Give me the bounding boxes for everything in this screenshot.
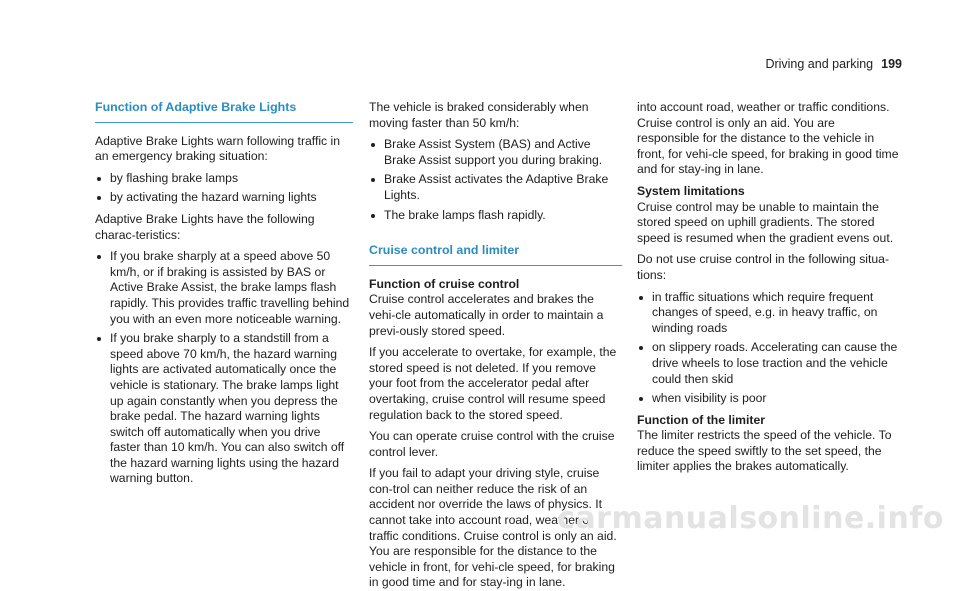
subheading-function-limiter: Function of the limiter [637,412,765,427]
section-title-cruise-control: Cruise control and limiter [369,243,622,266]
section-name: Driving and parking [765,57,874,71]
list-item: by activating the hazard warning lights [95,190,353,206]
bullet-list [637,290,899,407]
paragraph: Adaptive Brake Lights have the following charac-teristics: [95,211,315,242]
list-item: If you brake sharply at a speed above 50 km/h, or if braking is assisted by BAS or Active Brake Assist, the brake lamps flash rapidly. This provides traffic travelling behind you with an even more noticeable warning. [95,249,353,327]
paragraph: Cruise control may be unable to maintain the stored speed on uphill gradients. The stored speed is resumed when the gradient evens out. [637,199,894,245]
list-item: If you brake sharply to a standstill from a speed above 70 km/h, the hazard warning lights are activated automatically once the vehicle is stationary. The brake lamps light up again constantly when you depress the brake pedal. The hazard warning lights switch off automatically when you drive faster than 10 km/h. You can also switch off the hazard warning lights using the hazard warning button. [95,331,353,487]
watermark: carmanualsonline.info [557,501,944,537]
bullet-list [95,171,353,206]
page-number: 199 [881,57,902,71]
paragraph: The limiter restricts the speed of the vehicle. To reduce the speed swiftly to the set speed, the limiter applies the brakes automatically. [637,428,892,474]
column-2 [369,100,622,590]
paragraph-continued: into account road, weather or traffic conditions. Cruise control is only an aid. You are responsible for the distance to the vehicle in front, for vehi-cle speed, for braking in good time and for stay-ing in lane. [637,100,899,177]
paragraph: Cruise control accelerates and brakes the vehi-cle automatically in order to maintain a previ-ously stored speed. [369,292,604,338]
paragraph: If you accelerate to overtake, for example, the stored speed is not deleted. If you remove your foot from the accelerator pedal after overtaking, cruise control will resume speed regulation back to the stored speed. [369,345,617,422]
section-title-adaptive-brake-lights: Function of Adaptive Brake Lights [95,100,353,123]
list-item: Brake Assist activates the Adaptive Brake Lights. [369,172,622,203]
list-item: on slippery roads. Accelerating can cause the drive wheels to lose traction and the vehicle could then skid [637,340,899,387]
list-item: The brake lamps flash rapidly. [369,208,622,224]
list-item: by flashing brake lamps [95,171,353,187]
list-item: in traffic situations which require frequent changes of speed, e.g. in heavy traffic, on winding roads [637,290,899,337]
paragraph: Do not use cruise control in the following situa-tions: [637,252,890,282]
list-item: Brake Assist System (BAS) and Active Brake Assist support you during braking. [369,137,622,168]
bullet-list [369,137,622,223]
list-item: when visibility is poor [637,391,899,407]
paragraph: If you fail to adapt your driving style, cruise con-trol can neither reduce the risk of an accident nor override the laws of physics. It cannot take into account road, weather or traffic conditions. Cruise control is only an aid. You are responsible for the distance to the vehicle in front, for vehi-cle speed, for braking in good time and for stay-ing in lane. [369,466,617,590]
paragraph: You can operate cruise control with the cruise control lever. [369,429,615,459]
subheading-system-limitations: System limitations [637,183,745,198]
page-header [765,57,902,73]
paragraph: Adaptive Brake Lights warn following traffic in an emergency braking situation: [95,133,341,164]
column-1 [95,100,353,493]
paragraph: The vehicle is braked considerably when moving faster than 50 km/h: [369,100,589,130]
column-3 [637,100,899,481]
bullet-list [95,249,353,487]
subheading-function-cruise: Function of cruise control [369,276,520,291]
